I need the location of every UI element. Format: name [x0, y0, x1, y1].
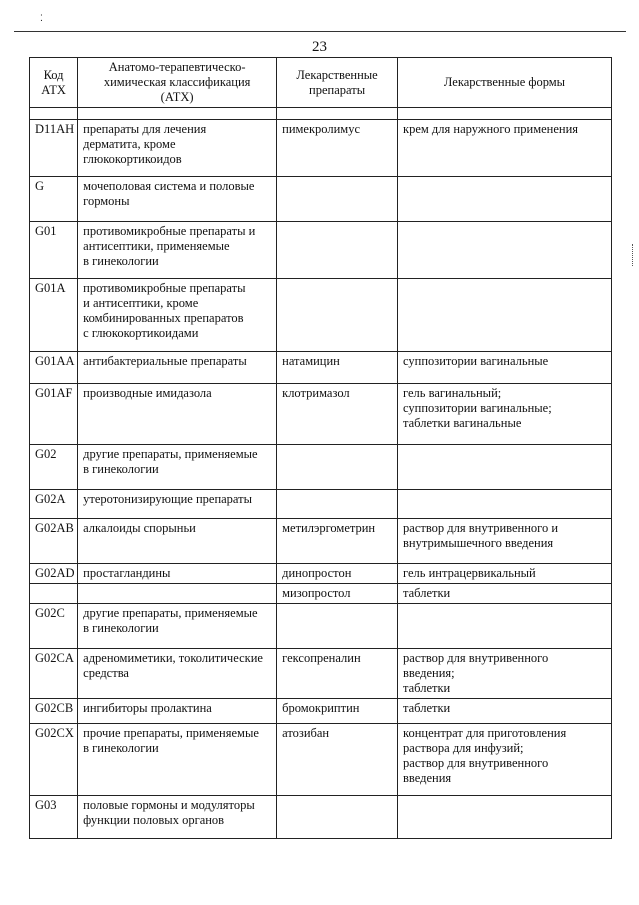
cell-form	[398, 222, 612, 279]
table-row	[30, 796, 612, 839]
atc-table	[29, 57, 612, 839]
cell-drug	[277, 222, 398, 279]
cell-drug: метилэргометрин	[277, 519, 398, 564]
cell-drug	[277, 177, 398, 222]
table-row	[30, 490, 612, 519]
table-row	[30, 384, 612, 445]
table-row	[30, 604, 612, 649]
cell-code: G02CB	[30, 699, 78, 724]
cell-form: таблетки	[398, 584, 612, 604]
cell-form: раствор для внутривенного и внутримышечного введения	[398, 519, 612, 564]
cell-code: G02CA	[30, 649, 78, 699]
cell-drug: мизопростол	[277, 584, 398, 604]
cell-drug	[277, 279, 398, 352]
cell-code: G01	[30, 222, 78, 279]
cell-classification: мочеполовая система и половые гормоны	[78, 177, 277, 222]
cell-code: G01A	[30, 279, 78, 352]
cell-code: G02C	[30, 604, 78, 649]
header-code: Код АТХ	[30, 58, 78, 108]
table-row	[30, 564, 612, 584]
cell-form: гель интрацервикальный	[398, 564, 612, 584]
cell-code: G02	[30, 445, 78, 490]
margin-mark	[632, 244, 634, 266]
cell-classification: простагландины	[78, 564, 277, 584]
cell-drug	[277, 604, 398, 649]
cell-drug: атозибан	[277, 724, 398, 796]
table-header-row	[30, 58, 612, 108]
cell-form	[398, 490, 612, 519]
cell-classification: другие препараты, применяемые в гинекологии	[78, 604, 277, 649]
table-row	[30, 519, 612, 564]
table-row	[30, 177, 612, 222]
cell-drug: пимекролимус	[277, 120, 398, 177]
cell-code: G02CX	[30, 724, 78, 796]
table-row	[30, 699, 612, 724]
header-forms: Лекарственные формы	[398, 58, 612, 108]
cell-code: D11AH	[30, 120, 78, 177]
cell-code: G02A	[30, 490, 78, 519]
table-row	[30, 222, 612, 279]
table-row	[30, 649, 612, 699]
cell-drug	[277, 445, 398, 490]
cell-classification	[78, 584, 277, 604]
cell-code: G02AB	[30, 519, 78, 564]
cell-drug	[277, 796, 398, 839]
cell-classification: прочие препараты, применяемые в гинекологии	[78, 724, 277, 796]
cell-form: крем для наружного применения	[398, 120, 612, 177]
cell-code: G03	[30, 796, 78, 839]
cell-form: суппозитории вагинальные	[398, 352, 612, 384]
cell-classification: противомикробные препараты и антисептики, кроме комбинированных препаратов с глюкокортикоидами	[78, 279, 277, 352]
cell-code: G	[30, 177, 78, 222]
cell-classification: половые гормоны и модуляторы функции половых органов	[78, 796, 277, 839]
cell-form: концентрат для приготовления раствора для инфузий; раствор для внутривенного введения	[398, 724, 612, 796]
cell-classification: препараты для лечения дерматита, кроме глюкокортикоидов	[78, 120, 277, 177]
header-classification: Анатомо-терапевтическо- химическая классификация (АТХ)	[78, 58, 277, 108]
cell-classification: утеротонизирующие препараты	[78, 490, 277, 519]
page-number: 23	[312, 39, 327, 55]
cell-form	[398, 279, 612, 352]
cell-form	[398, 796, 612, 839]
cell-classification: адреномиметики, токолитические средства	[78, 649, 277, 699]
table-row	[30, 584, 612, 604]
header-drugs: Лекарственные препараты	[277, 58, 398, 108]
cell-code: G01AA	[30, 352, 78, 384]
cell-classification: ингибиторы пролактина	[78, 699, 277, 724]
table-row	[30, 352, 612, 384]
cell-drug: гексопреналин	[277, 649, 398, 699]
cell-code	[30, 584, 78, 604]
cell-form: таблетки	[398, 699, 612, 724]
cell-form	[398, 445, 612, 490]
cell-drug: динопростон	[277, 564, 398, 584]
cell-classification: производные имидазола	[78, 384, 277, 445]
table-row	[30, 445, 612, 490]
cell-classification: другие препараты, применяемые в гинекологии	[78, 445, 277, 490]
cell-code: G01AF	[30, 384, 78, 445]
top-rule	[14, 31, 626, 32]
cell-classification: противомикробные препараты и антисептики, применяемые в гинекологии	[78, 222, 277, 279]
cell-drug	[277, 490, 398, 519]
table-row	[30, 120, 612, 177]
scan-mark: ⁚	[40, 13, 43, 23]
cell-classification: антибактериальные препараты	[78, 352, 277, 384]
cell-classification: алкалоиды спорыньи	[78, 519, 277, 564]
cell-form: раствор для внутривенного введения; таблетки	[398, 649, 612, 699]
cell-drug: натамицин	[277, 352, 398, 384]
cell-drug: бромокриптин	[277, 699, 398, 724]
cell-drug: клотримазол	[277, 384, 398, 445]
cell-form	[398, 604, 612, 649]
table-row	[30, 724, 612, 796]
cell-form: гель вагинальный; суппозитории вагинальные; таблетки вагинальные	[398, 384, 612, 445]
cell-form	[398, 177, 612, 222]
cell-code: G02AD	[30, 564, 78, 584]
spacer-row	[30, 108, 612, 120]
table-row	[30, 279, 612, 352]
